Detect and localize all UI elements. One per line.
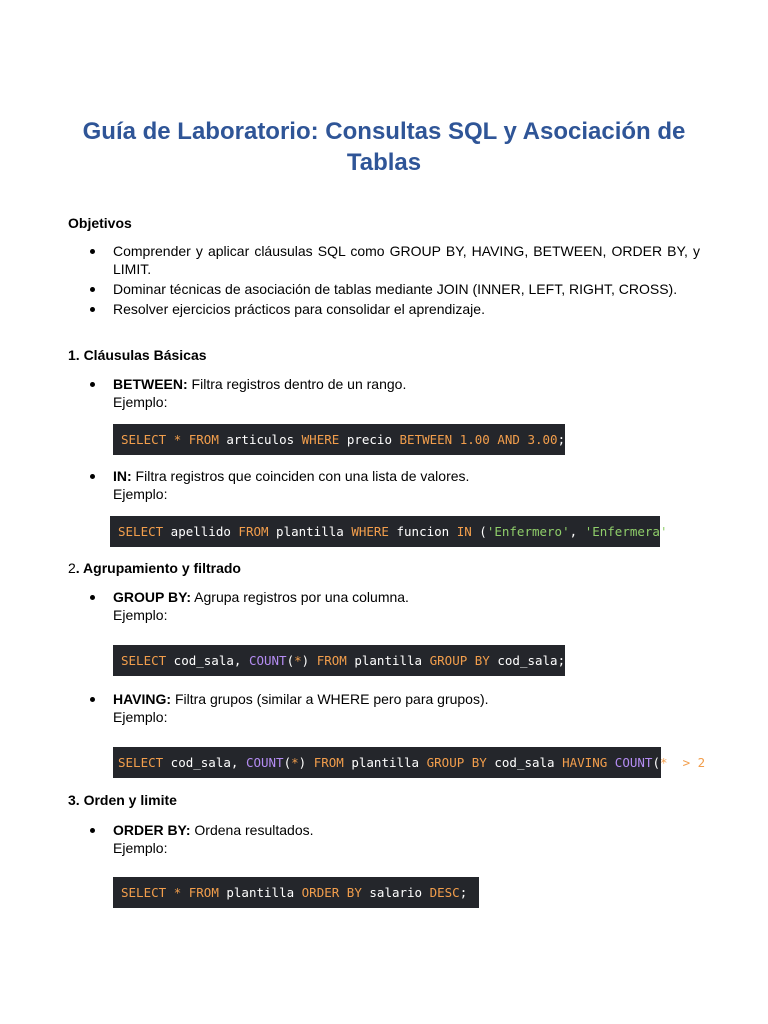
code-token: ; — [459, 885, 468, 900]
code-token: SELECT — [118, 524, 164, 539]
section-3-heading: 3. Orden y limite — [68, 792, 177, 808]
code-token: WHERE — [351, 524, 389, 539]
code-token: AND — [497, 432, 520, 447]
bullet-icon — [90, 828, 95, 833]
code-token: * — [173, 432, 182, 447]
code-token: , — [569, 524, 585, 539]
code-token: HAVING — [562, 755, 608, 770]
having-example-label: Ejemplo: — [113, 709, 168, 725]
in-example-label: Ejemplo: — [113, 486, 168, 502]
groupby-code-block — [113, 645, 565, 676]
code-token: FROM — [238, 524, 269, 539]
code-token — [181, 885, 189, 900]
code-token: GROUP BY — [426, 755, 487, 770]
code-token: SELECT — [121, 432, 167, 447]
code-token: WHERE — [301, 432, 340, 447]
bullet-icon — [90, 307, 95, 312]
code-token: ); — [667, 524, 683, 539]
orderby-item — [68, 821, 700, 857]
orderby-example-label: Ejemplo: — [113, 840, 168, 856]
orderby-description: Ordena resultados. — [190, 822, 314, 838]
groupby-term: GROUP BY: — [113, 589, 192, 605]
code-token — [181, 432, 189, 447]
code-token: COUNT — [245, 755, 284, 770]
code-token — [607, 755, 615, 770]
code-token: ORDER BY — [301, 885, 362, 900]
bullet-icon — [90, 474, 95, 479]
code-token: * — [291, 755, 299, 770]
code-token: ( — [283, 755, 292, 770]
bullet-icon — [90, 382, 95, 387]
code-token: COUNT — [248, 653, 287, 668]
code-token: ( — [286, 653, 295, 668]
having-description: Filtra grupos (similar a WHERE pero para grupos). — [171, 691, 489, 707]
code-token — [166, 885, 174, 900]
code-token: 1.00 — [452, 432, 498, 447]
code-token — [166, 432, 174, 447]
code-token: plantilla — [218, 885, 302, 900]
code-token: ) — [301, 653, 317, 668]
between-item — [68, 375, 700, 411]
code-token: SELECT — [118, 755, 164, 770]
code-token: * — [659, 755, 668, 770]
section-2-number: 2 — [68, 560, 76, 576]
code-token: articulos — [218, 432, 302, 447]
section-2-title: . Agrupamiento y filtrado — [75, 560, 241, 576]
orderby-term: ORDER BY: — [113, 822, 191, 838]
code-token: salario — [361, 885, 430, 900]
groupby-description: Agrupa registros por una columna. — [191, 589, 409, 605]
bullet-icon — [90, 595, 95, 600]
code-token: cod_sala, — [166, 653, 249, 668]
in-code-block — [110, 516, 683, 547]
bullet-icon — [90, 697, 95, 702]
objectives-heading: Objetivos — [68, 215, 132, 231]
in-item — [68, 467, 700, 503]
code-token: funcion — [388, 524, 457, 539]
code-token: plantilla — [268, 524, 352, 539]
having-term: HAVING: — [113, 691, 172, 707]
code-token: 'Enfermero' — [486, 524, 570, 539]
code-token: FROM — [188, 885, 219, 900]
code-token: ; — [557, 432, 566, 447]
code-token: BETWEEN — [399, 432, 453, 447]
code-token: COUNT — [614, 755, 653, 770]
code-token: SELECT — [121, 885, 167, 900]
code-token: 2 — [697, 755, 706, 770]
bullet-icon — [90, 287, 95, 292]
in-term: IN: — [113, 468, 132, 484]
code-token: FROM — [188, 432, 219, 447]
code-token: ( — [652, 755, 660, 770]
code-token: ; — [705, 755, 713, 770]
document-title: Guía de Laboratorio: Consultas SQL y Asociación de Tablas — [82, 118, 686, 176]
bullet-icon — [90, 249, 95, 254]
code-token: FROM — [313, 755, 344, 770]
code-token: 3.00 — [519, 432, 558, 447]
having-code-block — [113, 747, 713, 778]
in-description: Filtra registros que coinciden con una lista de valores. — [131, 468, 470, 484]
section-1-heading: 1. Cláusulas Básicas — [68, 347, 207, 363]
between-description: Filtra registros dentro de un rango. — [187, 376, 407, 392]
code-token: SELECT — [121, 653, 167, 668]
objectives-list — [68, 242, 700, 320]
having-item — [68, 690, 700, 726]
section-2-heading — [68, 559, 241, 577]
code-token: 'Enfermera' — [584, 524, 668, 539]
list-item: Dominar técnicas de asociación de tablas mediante JOIN (INNER, LEFT, RIGHT, CROSS). — [68, 280, 700, 298]
code-token — [690, 755, 698, 770]
code-token: > — [682, 755, 691, 770]
code-token: IN — [456, 524, 472, 539]
code-token: GROUP BY — [429, 653, 490, 668]
code-token: precio — [339, 432, 400, 447]
code-token: plantilla — [346, 653, 430, 668]
groupby-example-label: Ejemplo: — [113, 607, 168, 623]
list-item: Resolver ejercicios prácticos para consolidar el aprendizaje. — [68, 300, 700, 318]
code-token: * — [294, 653, 302, 668]
code-token: FROM — [316, 653, 347, 668]
between-term: BETWEEN: — [113, 376, 188, 392]
code-token: cod_sala; — [489, 653, 566, 668]
code-token: DESC — [429, 885, 460, 900]
code-token: ) — [298, 755, 314, 770]
code-token: plantilla — [343, 755, 427, 770]
orderby-code-block — [113, 877, 479, 908]
code-token: cod_sala, — [163, 755, 246, 770]
code-token: ( — [471, 524, 487, 539]
code-token: ) — [667, 755, 683, 770]
code-token: * — [173, 885, 182, 900]
between-code-block — [113, 424, 565, 455]
code-token: cod_sala — [486, 755, 563, 770]
groupby-item — [68, 588, 700, 624]
list-item: Comprender y aplicar cláusulas SQL como GROUP BY, HAVING, BETWEEN, ORDER BY, y LIMIT. — [68, 242, 700, 278]
code-token: apellido — [163, 524, 239, 539]
between-example-label: Ejemplo: — [113, 394, 168, 410]
